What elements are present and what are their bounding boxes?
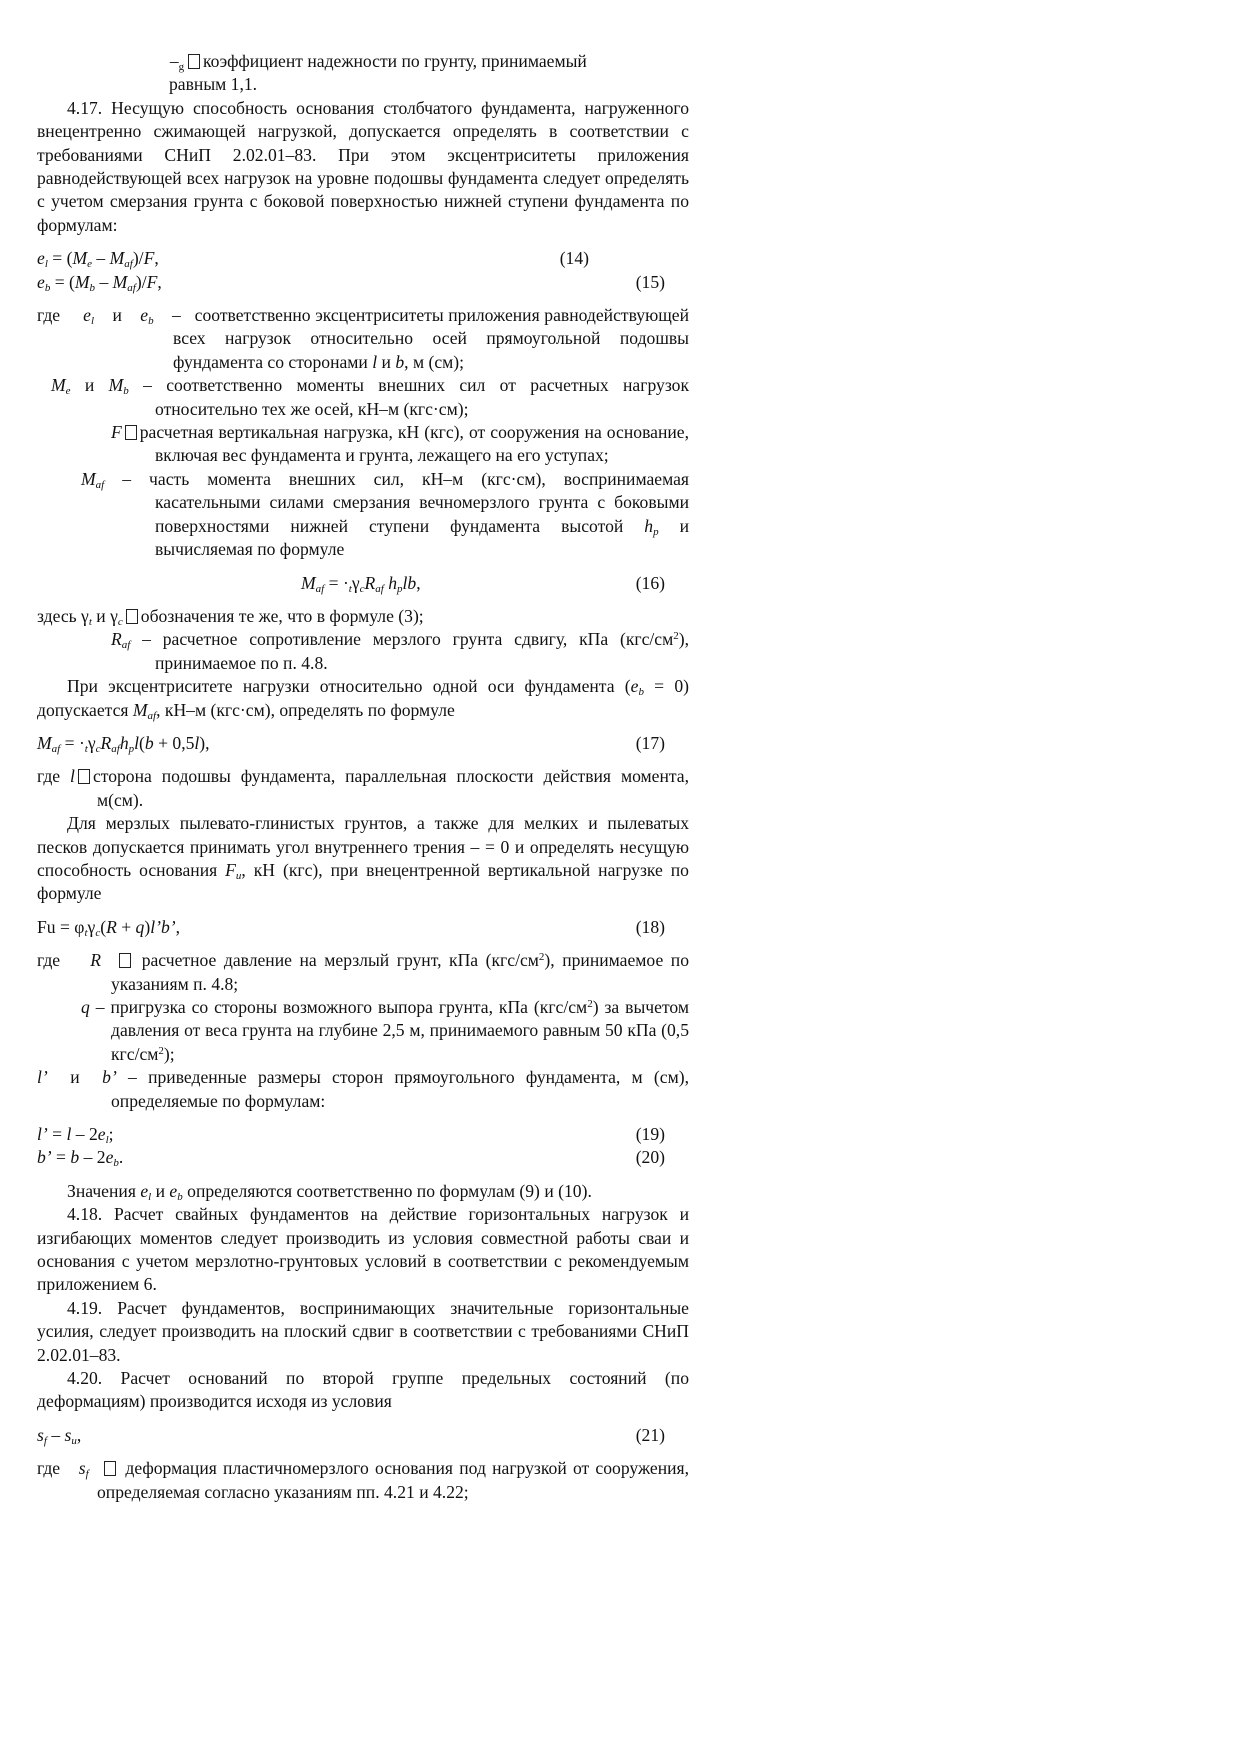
missing-glyph-icon <box>125 425 137 440</box>
definition-maf: $M_{af}$ – часть момента внешних сил, кН‒м (кгс·см), воспринимаемая касательными силами смерзания вечномерзлого грунта с боковыми поверхностями нижней ступени фундамента высотой $h_p$ и вычисляемая по формуле <box>81 468 689 560</box>
here-notation: здесь $\gamma_t$ и $\gamma_c$ обозначения те же, что в формуле (3); <box>37 605 424 628</box>
coef-definition-cont: равным 1,1. <box>169 74 258 95</box>
paragraph-4-20: 4.20. Расчет оснований по второй группе предельных состояний (по деформациям) производится исходя из условия <box>37 1368 689 1412</box>
definition-l: где l сторона подошвы фундамента, параллельная плоскости действия момента, м(см). <box>37 766 690 810</box>
missing-glyph-icon <box>119 953 131 968</box>
formula-16: $M_{af} = \cdot_t\gamma_cR_{af}$ $h_plb$, (16) <box>301 572 665 595</box>
document-page <box>37 50 689 1504</box>
formula-14: $e_l = (M_e - M_{af})/F$, (14) <box>37 248 589 271</box>
formula-21: $s_f$ ‒ $s_u$, (21) <box>37 1424 665 1447</box>
coef-definition: $‒_g$ коэффициент надежности по грунту, принимаемый <box>169 51 587 73</box>
paragraph-eccentricity: При эксцентриситете нагрузки относительно одной оси фундамента $(e_b = 0)$ допускается $M_{af}$, кН‒м (кгс·см), определять по формуле <box>37 676 689 722</box>
paragraph-4-19: 4.19. Расчет фундаментов, воспринимающих значительные горизонтальные усилия, следует производить на плоский сдвиг в соответствии с требованиями СНиП 2.02.01–83. <box>37 1297 689 1365</box>
paragraph-frozen-soils: Для мерзлых пылевато-глинистых грунтов, а также для мелких и пылеватых песков допускается принимать угол внутреннего трения ‒ = 0 и определять несущую способность основания $F_u$, кН (кгс), при внецентренной вертикальной нагрузке по формуле <box>37 813 689 904</box>
definition-sf: где $s_f$ деформация пластичномерзлого основания под нагрузкой от сооружения, определяемая согласно указаниям пп. 4.21 и 4.22; <box>37 1458 690 1502</box>
definition-f: F расчетная вертикальная нагрузка, кН (кгс), от сооружения на основание, включая вес фундамента и грунта, лежащего на его уступах; <box>111 422 689 466</box>
missing-glyph-icon <box>126 609 138 624</box>
formula-18: $Fu = \varphi_t\gamma_c(R$ + q)l’b’, (18) <box>37 916 665 939</box>
formula-17: $M_{af} = \cdot_t\gamma_cR_{af}h_pl(b + 0,5l)$, (17) <box>37 732 665 755</box>
formula-19: l’ = l – $2e_l$; (19) <box>37 1123 665 1146</box>
definition-el-eb: где $e_l$ и $e_b$ – соответственно эксцентриситеты приложения равнодействующей всех нагрузок относительно осей прямоугольной подошвы фундамента со сторонами l и b, м (см); <box>37 305 689 372</box>
definition-me-mb: $M_e$ и $M_b$ – соответственно моменты внешних сил от расчетных нагрузок относительно тех же осей, кН‒м (кгс·см); <box>51 375 690 419</box>
missing-glyph-icon <box>188 54 200 69</box>
definition-r: где R расчетное давление на мерзлый грунт, кПа $(кгс/см^2)$, принимаемое по указаниям п. 4.8; <box>37 950 690 994</box>
formula-20: b’ = b – $2e_b$. (20) <box>37 1147 665 1170</box>
definition-raf: $R_{af}$ – расчетное сопротивление мерзлого грунта сдвигу, кПа $(кгс/см^2)$, принимаемое по п. 4.8. <box>111 629 690 673</box>
definition-l-b-reduced: l’ и b’ – приведенные размеры сторон прямоугольного фундамента, м (см), определяемые по формулам: <box>37 1067 689 1111</box>
paragraph-4-17: 4.17. Несущую способность основания столбчатого фундамента, нагруженного внецентренно сжимающей нагрузкой, допускается определять в соответствии с требованиями СНиП 2.02.01–83. При этом эксцентриситеты приложения равнодействующей всех нагрузок на уровне подошвы фундамента следует определять с учетом смерзания грунта с боковой поверхностью нижней ступени фундамента по формулам: <box>37 97 689 235</box>
missing-glyph-icon <box>78 769 90 784</box>
definition-q: q – пригрузка со стороны возможного выпора грунта, кПа $(кгс/см^2)$ за вычетом давления от веса грунта на глубине 2,5 м, принимаемого равным 50 кПа (0,5 кгс/$см^2$); <box>81 996 689 1064</box>
paragraph-4-18: 4.18. Расчет свайных фундаментов на действие горизонтальных нагрузок и изгибающих моментов следует производить из условия совместной работы сваи и основания с учетом мерзлотно-грунтовых условий в соответствии с рекомендуемым приложением 6. <box>37 1204 689 1295</box>
paragraph-values: Значения $e_l$ и $e_b$ определяются соответственно по формулам (9) и (10). <box>67 1180 592 1203</box>
formula-15: $e_b = (M_b - M_{af})/F$, (15) <box>37 271 665 294</box>
missing-glyph-icon <box>104 1461 116 1476</box>
